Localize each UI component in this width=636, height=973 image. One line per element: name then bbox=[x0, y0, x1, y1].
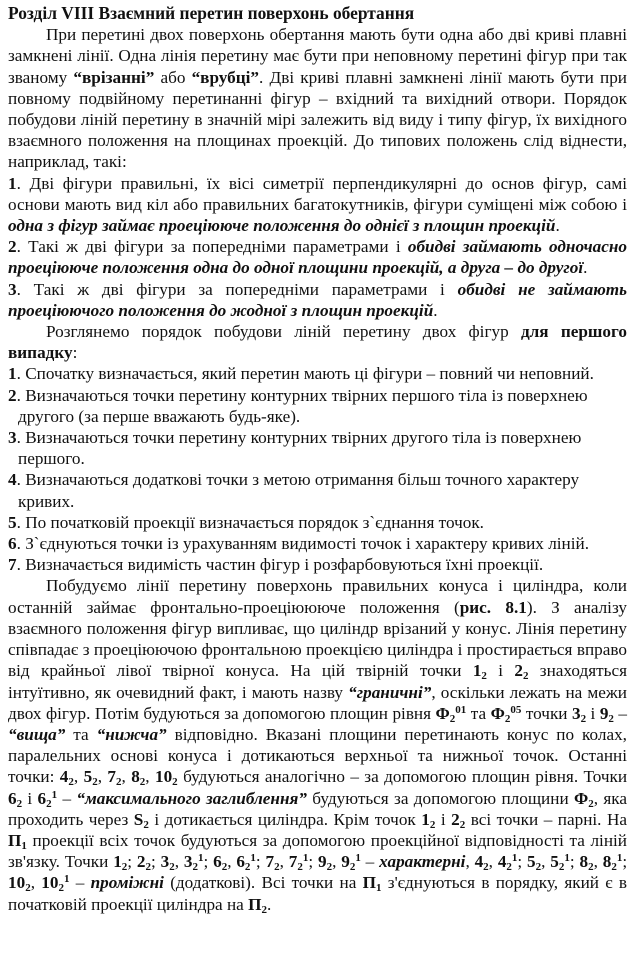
step-text: . Визначаються додаткові точки з метою отримання більш точного характеру bbox=[16, 470, 580, 490]
term-max-depth: “максимального заглиблення” bbox=[76, 788, 307, 808]
text-run: і bbox=[586, 703, 600, 723]
text-run: : bbox=[72, 343, 78, 363]
step-text-continued: другого (за перше вважають будь-яке). bbox=[18, 406, 301, 426]
case-emphasis: одна з фігур займає проецiююче положення до однієї з площин проекцій bbox=[8, 216, 556, 236]
case-number: 3 bbox=[8, 279, 17, 299]
case-number: 1 bbox=[8, 173, 17, 193]
point-label: $3_2$ bbox=[571, 703, 587, 725]
plane-label: $\Phi_2$ bbox=[573, 788, 594, 810]
point-label: $1_2$ bbox=[472, 661, 487, 683]
point-label: $8_2$ bbox=[579, 852, 594, 874]
text-run: Розглянемо порядок побудови ліній перетину двох фігур bbox=[46, 322, 521, 342]
step-text: . По початковій проекції визначається порядок з`єднання точок. bbox=[16, 512, 484, 532]
text-run: При перетині двох поверхонь обертання мають бути одна або дві криві плавні замкнені лінії. Одна лінія перетину має бути при неповному перетині фігур при так званому bbox=[8, 25, 627, 87]
text-run: з'єднуються в порядку, який є в початковій проекції циліндра на bbox=[8, 873, 628, 914]
point-label: $5_2$ bbox=[83, 767, 98, 789]
step-number: 7 bbox=[8, 555, 17, 575]
case-item-1 bbox=[8, 173, 627, 237]
point-label: $8_2$ bbox=[131, 767, 146, 789]
construction-paragraph: Побудуємо лінії перетину поверхонь правильних конуса і циліндра, коли останній займає фронтально-проецiюююче положення (рис. 8.1). З аналізу взаємного положення фігур випливає, що циліндр врізаний у конус. Лінія перетину співпадає з проецiюючою фронтальною проекцією циліндра і простирається вправо від крайньої лівої твірної конуса. На цій твірній точки $1_2$ і $2_2$ знаходяться інтуїтивно, як очевидний факт, і мають назву “граничні”, оскільки лежать на межи двох фігур. Потім будуються за допомогою площин рівня $\Phi_2^{01}$ та $\Phi_2^{05}$ точки $3_2$ і $9_2$ – “вища” та “нижча” відповідно. Вказані площини перетинають конус по колах, паралельних основі конуса і дотикаються верхньої та нижньої точок. Останні точки: $4_2$, $5_2$, $7_2$, $8_2$, $10_2$ будуються аналогічно – за допомогою площин рівня. Точки $6_2$ і $6_2^1$ – “максимального заглиблення” будуються за допомогою площини $\Phi_2$, яка проходить через $S_2$ і дотикається циліндра. Крім точок $1_2$ і $2_2$ всі точки – парні. На $П_1$ проекції всіх точок будуються за допомогою проекційної відповідності та ліній зв'язку. Точки $1_2$; $2_2$; $3_2$, $3_2^1$; $6_2$, $6_2^1$; $7_2$, $7_2^1$; $9_2$, $9_2^1$ – характерні, $4_2$, $4_2^1$; $5_2$, $5_2^1$; $8_2$, $8_2^1$; $10_2$, $10_2^1$ – проміжні (додаткові). Всі точки на $П_1$ з'єднуються в порядку, який є в початковій проекції циліндра на $П_2$. bbox=[8, 576, 628, 916]
case-item-2 bbox=[8, 236, 627, 278]
point-label: $9_2$ bbox=[599, 703, 614, 725]
point-label: $7_2^1$ bbox=[288, 852, 309, 874]
text-run: – bbox=[69, 873, 91, 893]
text-run: або bbox=[154, 67, 192, 87]
text-run: знаходяться інтуїтивно, як очевидний факт, і мають назву bbox=[8, 661, 627, 702]
point-label: $2_2$ bbox=[451, 809, 466, 831]
text-run: проекції всіх точок будуються за допомогою проекційної відповідності та ліній зв'язку. Точки bbox=[8, 830, 627, 872]
case-number: 2 bbox=[8, 237, 17, 257]
text-run: , оскільки лежать на межи двох фігур. Потім будуються за допомогою площин рівня bbox=[8, 682, 627, 723]
case-end: . bbox=[555, 216, 560, 236]
step-text-continued: кривих. bbox=[18, 491, 75, 511]
point-label: $6_2$ bbox=[213, 852, 228, 874]
point-label: $5_2$ bbox=[527, 852, 542, 874]
term-vrizannya: “врізанні” bbox=[73, 67, 155, 87]
step-text-continued: першого. bbox=[18, 449, 85, 469]
case-item-3 bbox=[8, 279, 627, 321]
term-nyzhcha: “нижча” bbox=[96, 724, 167, 744]
apex-label: $S_2$ bbox=[133, 809, 149, 831]
step-text: . Визначаються точки перетину контурних твірних другого тіла із поверхнею bbox=[16, 428, 582, 448]
term-intermediate: проміжні bbox=[90, 873, 164, 893]
plane-label: $\Phi_2^{01}$ bbox=[435, 703, 467, 725]
step-item-7 bbox=[8, 554, 627, 575]
step-item-4 bbox=[8, 469, 627, 511]
step-item-2 bbox=[8, 385, 627, 427]
point-label: $4_2^1$ bbox=[497, 852, 518, 874]
intro-paragraph bbox=[8, 24, 627, 172]
case-text: . Такі ж дві фігури за попередніми параметрами і bbox=[16, 279, 458, 299]
step-number: 5 bbox=[8, 512, 17, 532]
text-run: Побудуємо лінії перетину поверхонь правильних конуса і циліндра, коли останній займає фронтально-проецiюююче положення ( bbox=[8, 576, 627, 617]
case-emphasis: обидві займають одночасно проецiююче положення одна до одної площини проекцій, а друга – до другої bbox=[8, 237, 627, 278]
case-text: . Дві фігури правильні, їх вісі симетрії перпендикулярні до основ фігур, самі основи мають вид кіл або правильних багатокутників, фігури суміщені між собою і bbox=[8, 173, 627, 214]
step-item-5 bbox=[8, 512, 627, 533]
text-run: – bbox=[360, 852, 380, 872]
point-label: $1_2$ bbox=[421, 809, 436, 831]
text-run: і дотикається циліндра. Крім точок bbox=[148, 809, 422, 829]
text-run: . Дві криві плавні замкнені лінії мають бути при повному подвійному перетинанні фігур – вхідний та вихідний отвори. Порядок побудови ліній перетину в значній мірі залежить від виду і типу фігур, їх вихідного взаємного положення на площинах проекцій. До типових положень слід віднести, наприклад, такі: bbox=[8, 67, 627, 172]
order-paragraph bbox=[8, 321, 627, 363]
plane-label: $\Phi_2^{05}$ bbox=[490, 703, 522, 725]
figure-reference: рис. 8.1 bbox=[459, 597, 527, 617]
point-label: $7_2$ bbox=[265, 852, 280, 874]
text-run: (додаткові). Всі точки на bbox=[163, 873, 363, 893]
point-label: $10_2$ bbox=[8, 873, 31, 895]
text-run: будуються за допомогою площини bbox=[306, 788, 574, 808]
step-item-1 bbox=[8, 363, 627, 384]
case-text: . Такі ж дві фігури за попередніми параметрами і bbox=[16, 237, 408, 257]
step-item-3 bbox=[8, 427, 627, 469]
text-run: будуються аналогічно – за допомогою площин рівня. Точки bbox=[177, 767, 628, 787]
step-number: 1 bbox=[8, 364, 17, 384]
term-characteristic: характерні bbox=[379, 852, 466, 872]
case-emphasis: обидві не займають проецiюючого положення до жодної з площин проекцій bbox=[8, 279, 627, 320]
point-label: $4_2$ bbox=[474, 852, 489, 874]
text-run: і bbox=[486, 661, 515, 681]
text-run: і bbox=[435, 809, 452, 829]
projection-plane-label: $П_1$ bbox=[8, 830, 27, 852]
step-item-6 bbox=[8, 533, 627, 554]
point-label: $2_2$ bbox=[136, 852, 152, 874]
typical-positions-list bbox=[8, 173, 627, 321]
step-number: 2 bbox=[8, 385, 17, 405]
point-label: $8_2^1$ bbox=[602, 852, 623, 874]
point-label: $5_2^1$ bbox=[550, 852, 570, 874]
point-label: $1_2$ bbox=[113, 852, 128, 874]
case-end: . bbox=[583, 258, 588, 278]
point-label: $10_2$ bbox=[154, 767, 178, 789]
text-run: , яка проходить через bbox=[8, 788, 627, 829]
step-text: . Визначаються точки перетину контурних твірних першого тіла із поверхнею bbox=[16, 385, 588, 405]
point-label: $6_2^1$ bbox=[236, 852, 256, 874]
term-granychni: “граничні” bbox=[348, 682, 432, 702]
point-label: $9_2^1$ bbox=[341, 852, 361, 874]
term-vyshcha: “вища” bbox=[8, 724, 66, 744]
step-number: 3 bbox=[8, 428, 17, 448]
point-label: $4_2$ bbox=[59, 767, 74, 789]
point-label: $7_2$ bbox=[107, 767, 122, 789]
first-case-label: для першого випадку bbox=[8, 322, 628, 363]
step-text: . Визначається видимість частин фігур і розфарбовуються їхні проекції. bbox=[16, 555, 544, 575]
text-run: – bbox=[613, 703, 627, 723]
point-label: $9_2$ bbox=[318, 852, 333, 874]
step-number: 4 bbox=[8, 470, 17, 490]
text-run: та bbox=[65, 724, 97, 744]
point-label: $3_2$ bbox=[160, 852, 175, 874]
point-label: $10_2^1$ bbox=[41, 873, 70, 895]
text-run: відповідно. Вказані площини перетинають конус по колах, паралельних основі конуса і дотикаються верхньої та нижньої точок. Останні точки: bbox=[8, 724, 627, 787]
step-text: . З`єднуються точки із урахуванням видимості точок і характеру кривих ліній. bbox=[16, 534, 590, 554]
text-run: всі точки – парні. На bbox=[465, 809, 627, 829]
projection-plane-label: $П_2$ bbox=[248, 894, 267, 916]
point-label: $6_2$ bbox=[8, 788, 23, 810]
text-run: точки bbox=[521, 703, 572, 723]
case-end: . bbox=[433, 300, 438, 320]
step-number: 6 bbox=[8, 534, 17, 554]
text-run: і bbox=[22, 788, 38, 808]
step-text: . Спочатку визначається, який перетин мають ці фігури – повний чи неповний. bbox=[16, 364, 594, 384]
text-run: – bbox=[57, 788, 77, 808]
projection-plane-label: $П_1$ bbox=[362, 873, 382, 895]
term-vrubka: “врубці” bbox=[191, 67, 260, 87]
section-heading: Розділ VIII Взаємний перетин поверхонь обертання bbox=[8, 3, 415, 23]
text-run: ). З аналізу взаємного положення фігур випливає, що циліндр врізаний у конус. Лінія перетину співпадає з проецiюючою фронтальною проекцією циліндра і простирається вправо від крайньої лівої твірної конуса. На цій твірній точки bbox=[8, 597, 627, 681]
point-label: $3_2^1$ bbox=[183, 852, 204, 874]
point-label: $2_2$ bbox=[514, 661, 529, 683]
point-label: $6_2^1$ bbox=[37, 788, 58, 810]
steps-list bbox=[8, 363, 627, 575]
text-run: та bbox=[466, 703, 491, 723]
